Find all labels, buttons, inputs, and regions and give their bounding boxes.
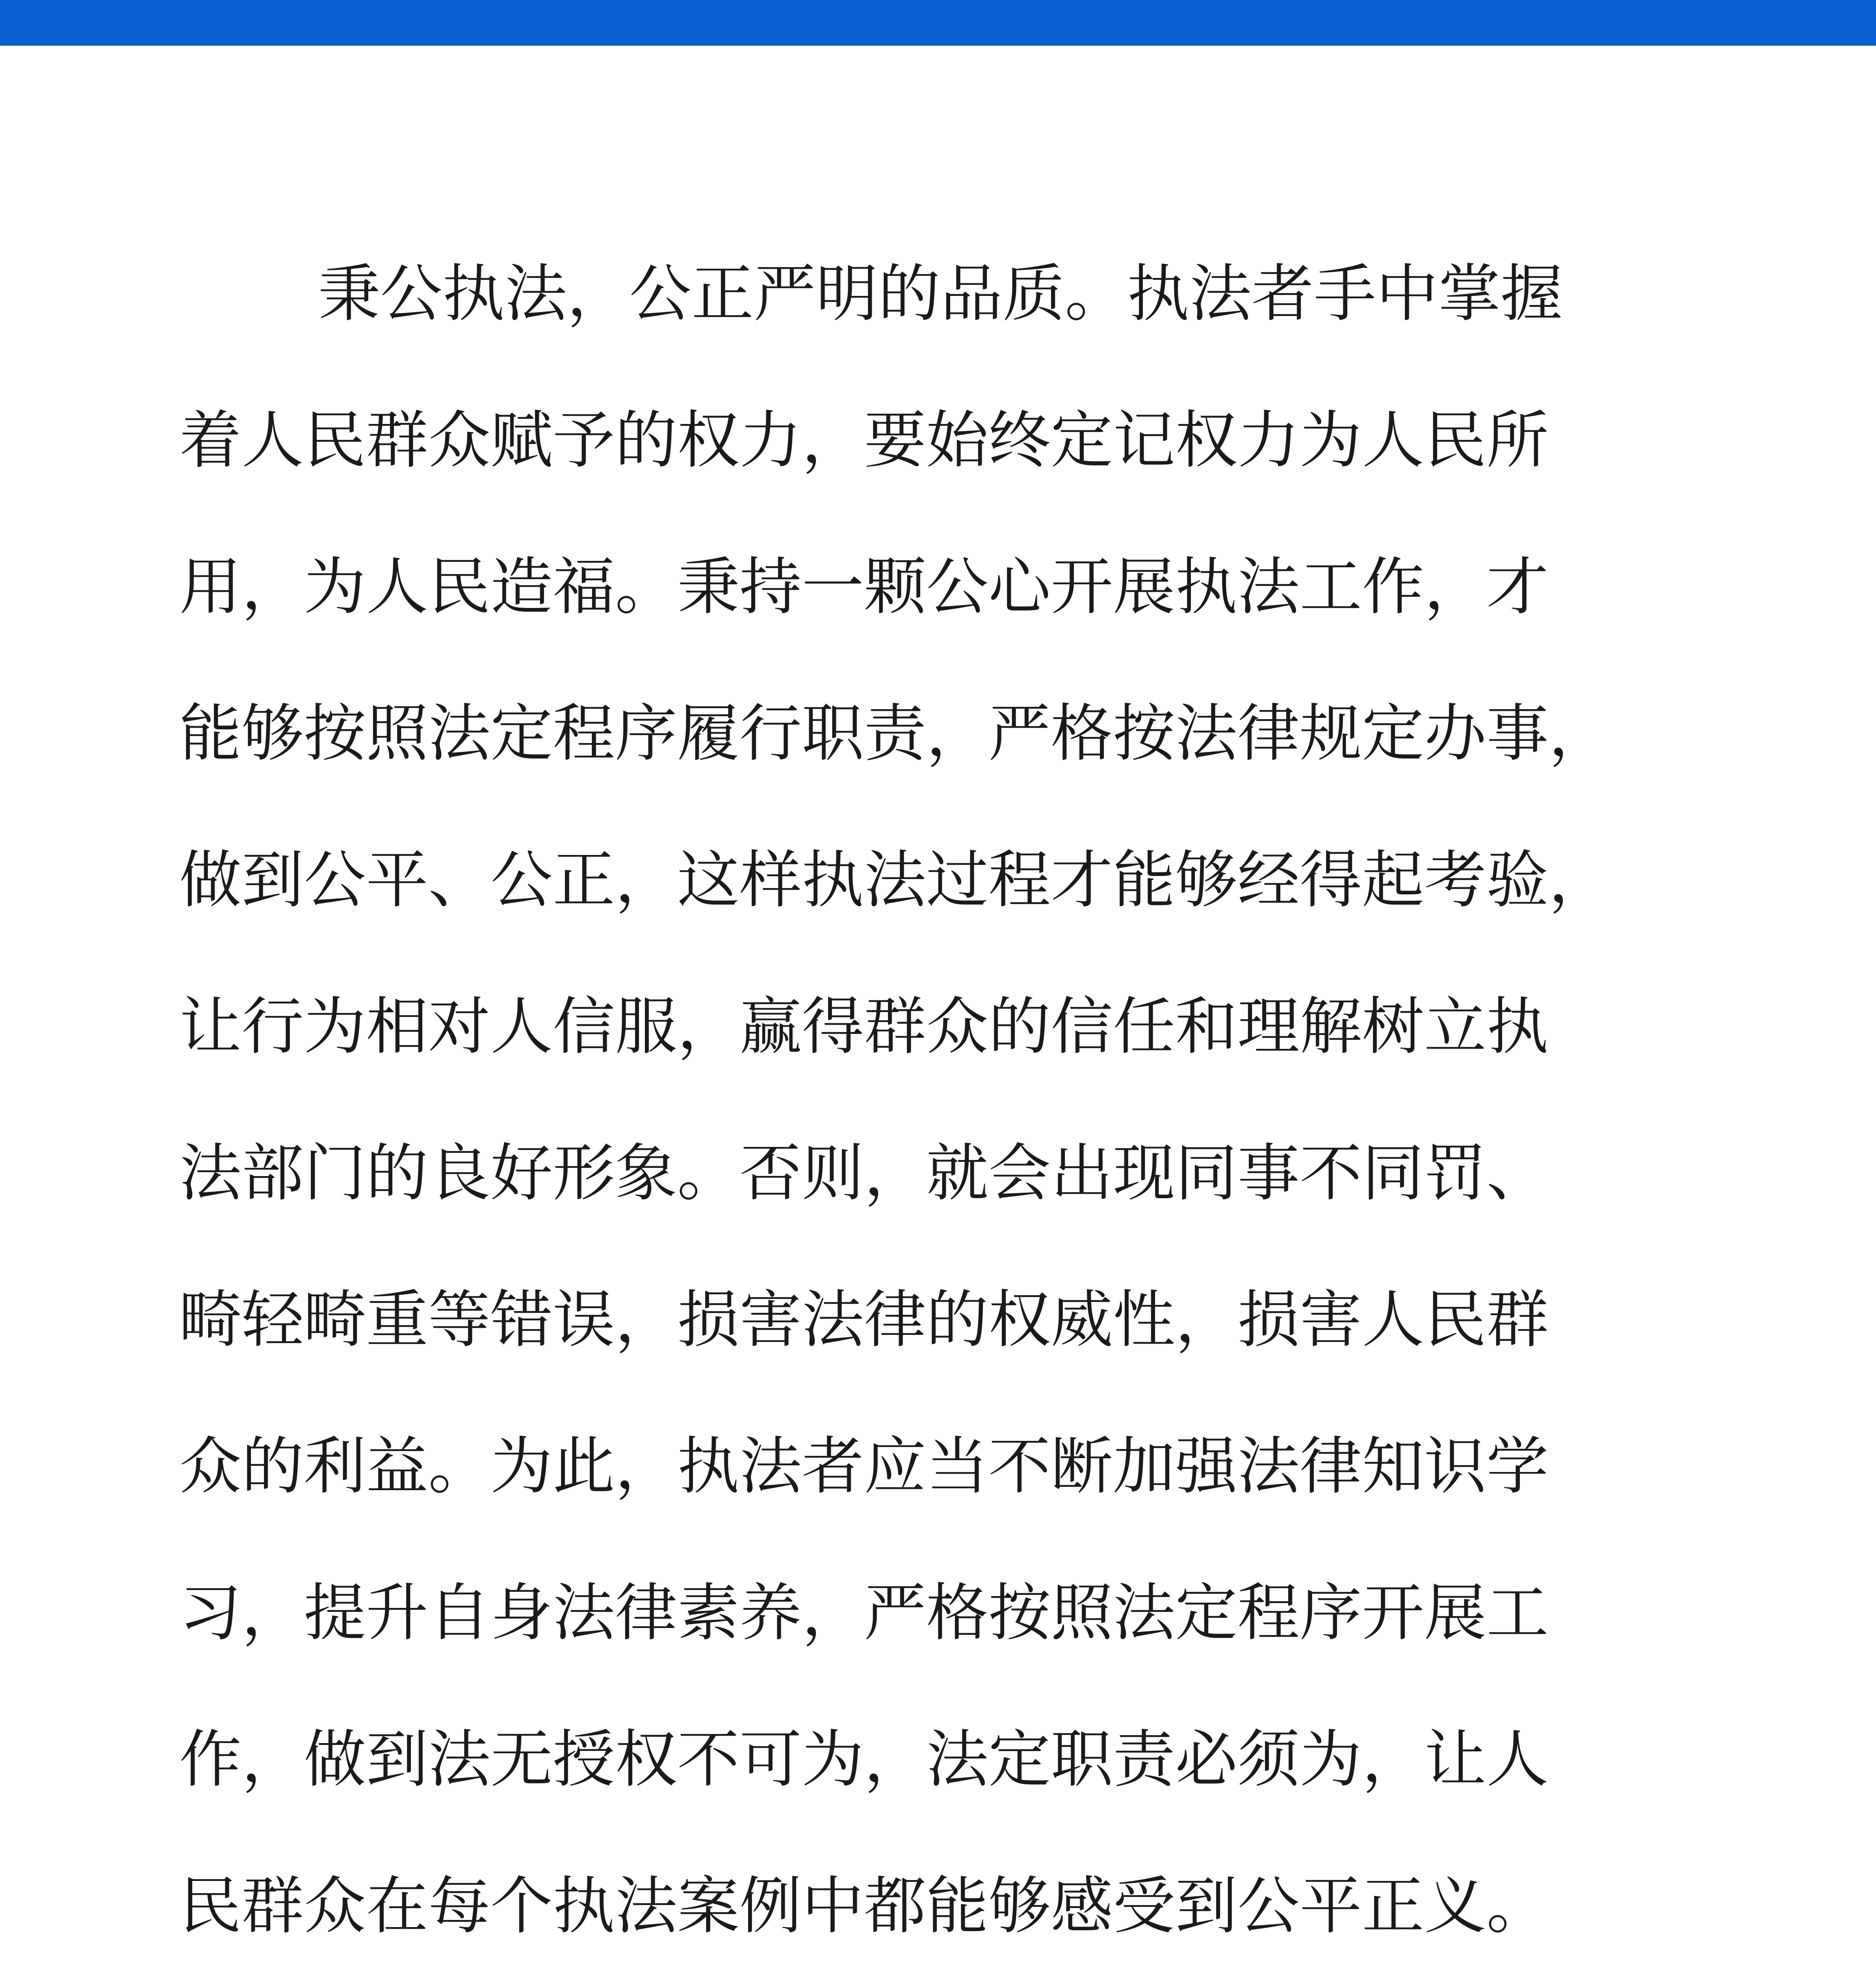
body-line: 民群众在每个执法案例中都能够感受到公平正义。 xyxy=(179,1870,1549,1942)
body-line: 习，提升自身法律素养，严格按照法定程序开展工 xyxy=(179,1577,1549,1649)
body-line: 作，做到法无授权不可为，法定职责必须为，让人 xyxy=(179,1723,1549,1796)
body-line: 用，为人民造福。秉持一颗公心开展执法工作，才 xyxy=(179,551,1549,623)
top-accent-bar xyxy=(0,0,1876,46)
body-line: 畸轻畸重等错误，损害法律的权威性，损害人民群 xyxy=(179,1284,1549,1356)
body-line: 法部门的良好形象。否则，就会出现同事不同罚、 xyxy=(179,1137,1549,1210)
body-line: 做到公平、公正，这样执法过程才能够经得起考验， xyxy=(179,844,1611,916)
body-line: 众的利益。为此，执法者应当不断加强法律知识学 xyxy=(179,1430,1549,1503)
body-line: 着人民群众赋予的权力，要始终定记权力为人民所 xyxy=(179,404,1549,477)
body-line: 秉公执法，公正严明的品质。执法者手中掌握 xyxy=(318,258,1563,330)
body-paragraph xyxy=(179,221,1716,1970)
body-line: 能够按照法定程序履行职责，严格按法律规定办事， xyxy=(179,697,1611,770)
body-line: 让行为相对人信服，赢得群众的信任和理解树立执 xyxy=(179,991,1549,1063)
